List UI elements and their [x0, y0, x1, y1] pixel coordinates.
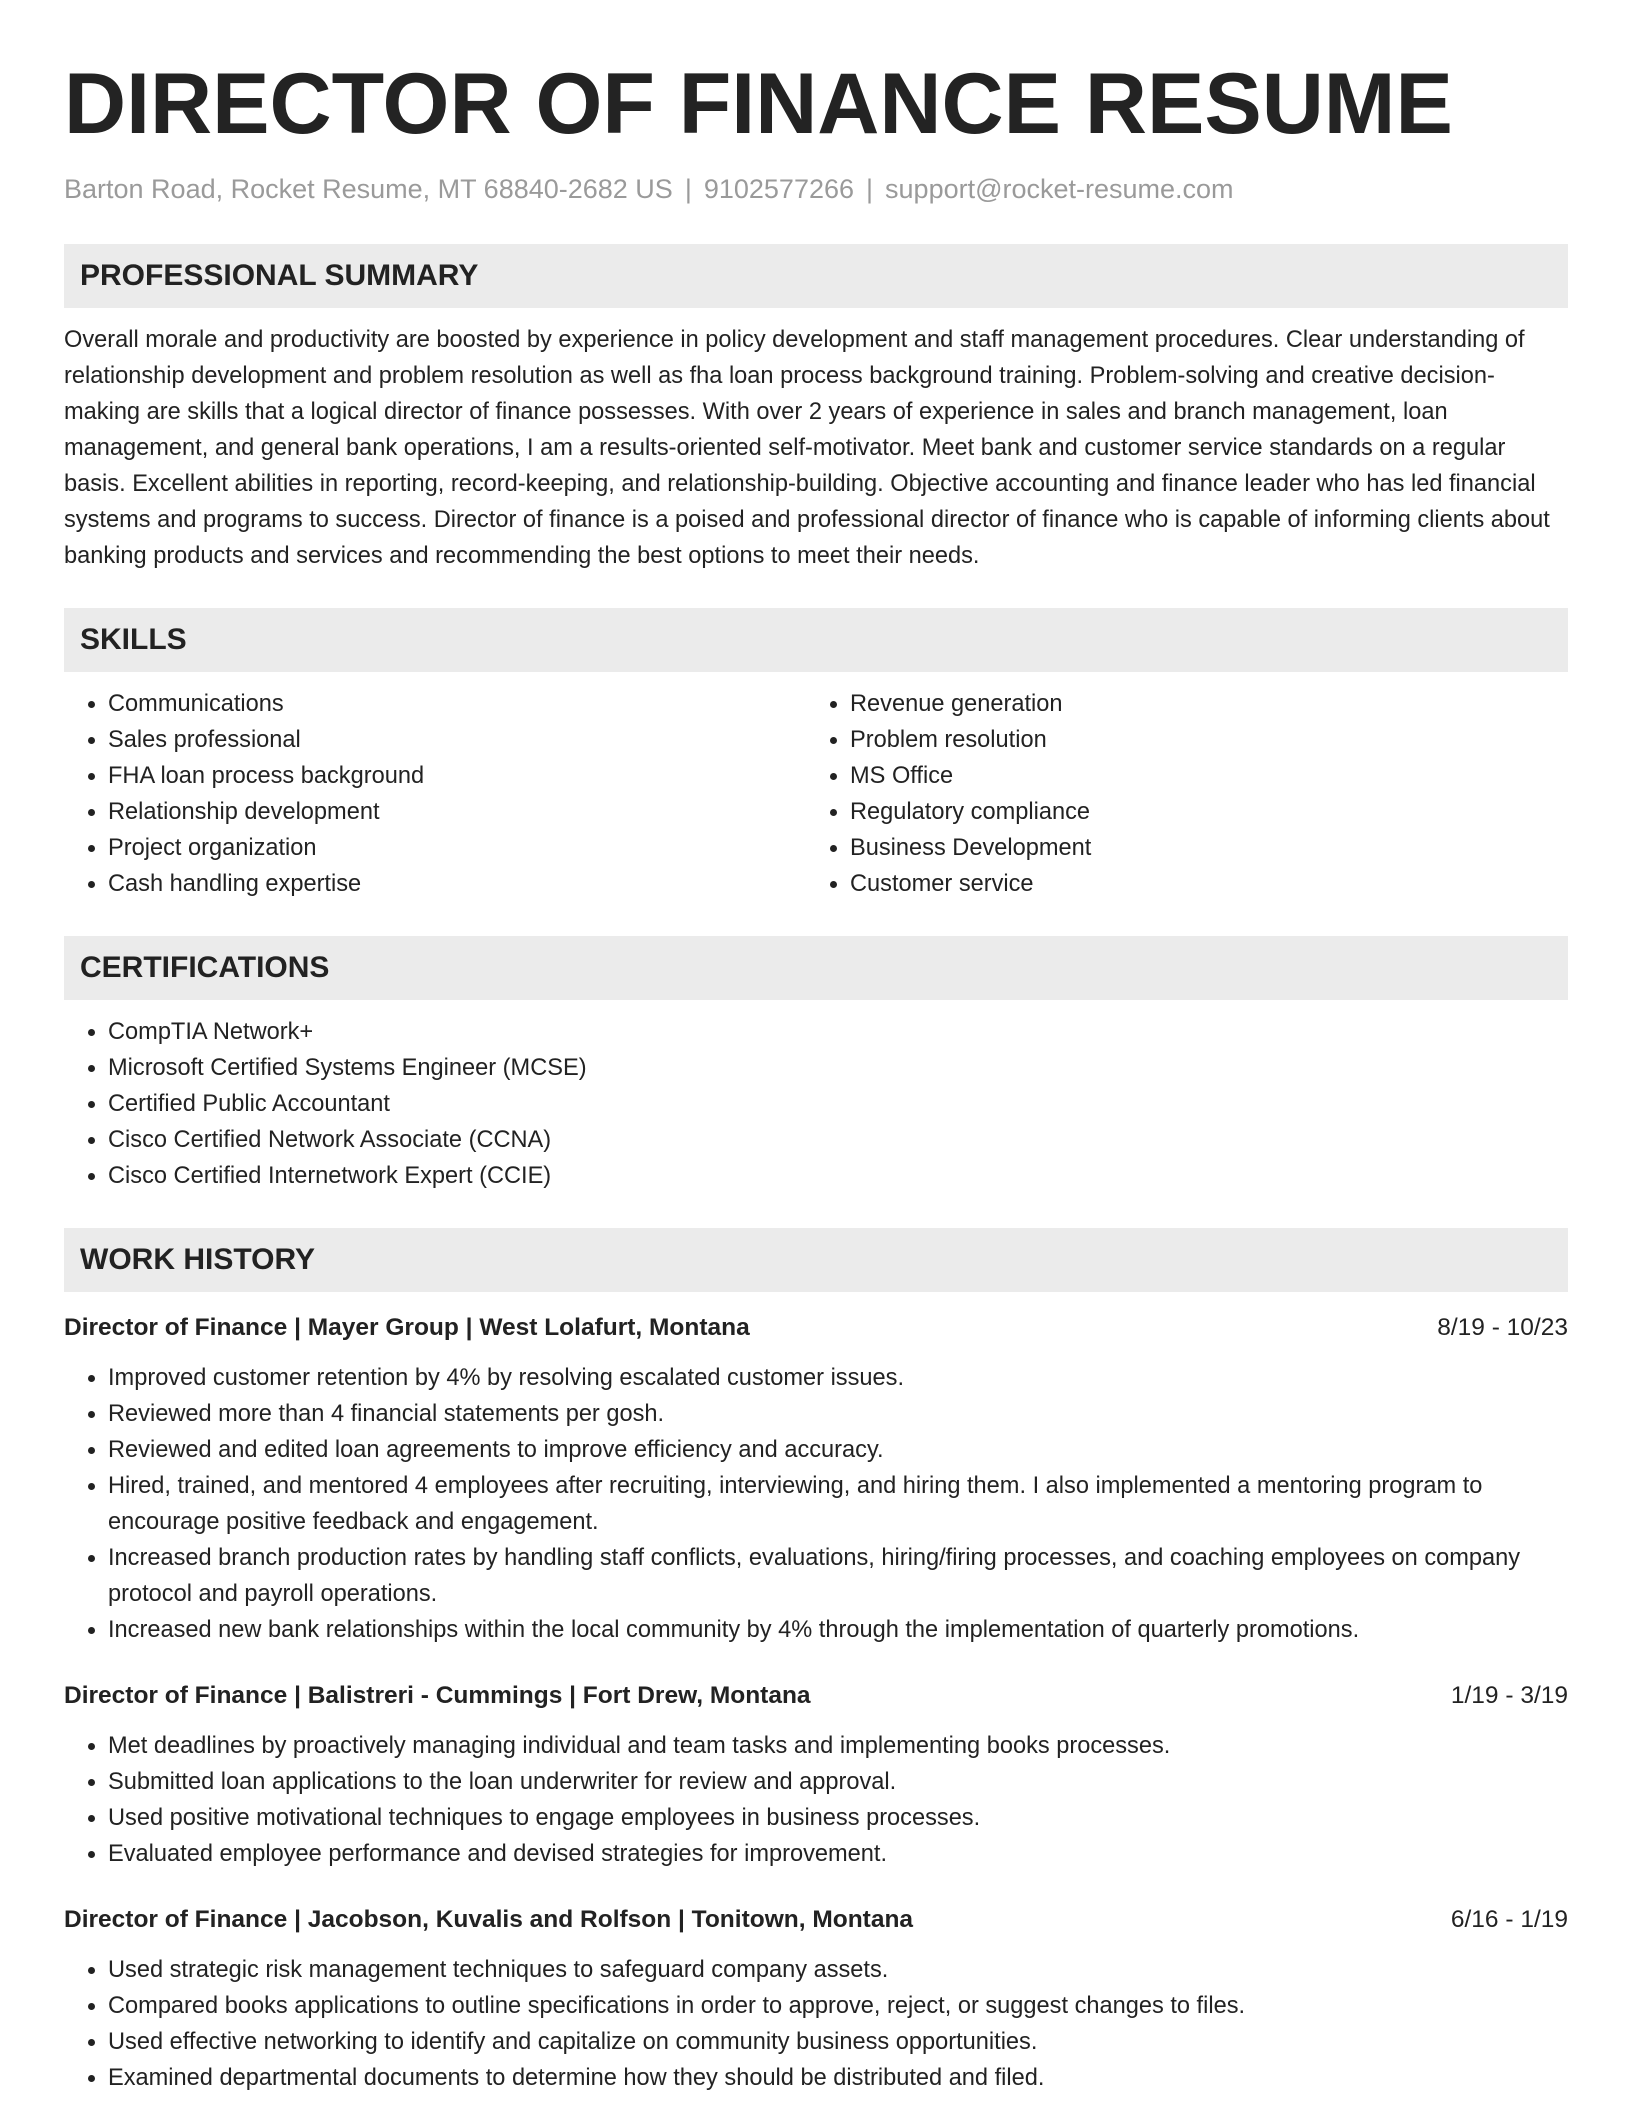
certifications-list	[64, 1014, 1568, 1194]
contact-email: support@rocket-resume.com	[885, 174, 1234, 204]
contact-phone: 9102577266	[703, 174, 855, 204]
job-bullet: • Examined departmental documents to determine how they should be distributed and filed.	[108, 2060, 1568, 2096]
skill-item: • FHA loan process background	[108, 758, 806, 794]
contact-separator: |	[684, 174, 692, 204]
job-bullet: • Used strategic risk management techniques to safeguard company assets.	[108, 1952, 1568, 1988]
job-dates: 1/19 - 3/19	[1450, 1682, 1568, 1709]
job-bullet: • Improved customer retention by 4% by resolving escalated customer issues.	[108, 1360, 1568, 1396]
job-bullet: • Increased new bank relationships within the local community by 4% through the implementation of quarterly promotions.	[108, 1612, 1568, 1648]
job-title: Director of Finance | Jacobson, Kuvalis and Rolfson | Tonitown, Montana	[64, 1906, 914, 1933]
certification-item: • Cisco Certified Network Associate (CCNA)	[108, 1122, 1568, 1158]
job-heading	[64, 1678, 1568, 1714]
job-dates: 8/19 - 10/23	[1437, 1314, 1568, 1341]
job-bullet: • Evaluated employee performance and devised strategies for improvement.	[108, 1836, 1568, 1872]
certification-item: • Certified Public Accountant	[108, 1086, 1568, 1122]
certification-item: • CompTIA Network+	[108, 1014, 1568, 1050]
contact-separator: |	[866, 174, 874, 204]
contact-address: Barton Road, Rocket Resume, MT 68840-2682 US	[64, 174, 673, 204]
job-bullet: • Hired, trained, and mentored 4 employees after recruiting, interviewing, and hiring them. I also implemented a mentoring program to encourage positive feedback and engagement.	[108, 1468, 1568, 1540]
job-bullet: • Met deadlines by proactively managing individual and team tasks and implementing books processes.	[108, 1728, 1568, 1764]
skill-item: • Project organization	[108, 830, 806, 866]
resume-title: DIRECTOR OF FINANCE RESUME	[64, 56, 1453, 152]
job-bullet: • Submitted loan applications to the loan underwriter for review and approval.	[108, 1764, 1568, 1800]
job-entry	[64, 1678, 1568, 1872]
certification-item: • Cisco Certified Internetwork Expert (CCIE)	[108, 1158, 1568, 1194]
skill-item: • Problem resolution	[850, 722, 1548, 758]
skills-column-right	[806, 672, 1548, 902]
section-header-work-history: WORK HISTORY	[64, 1228, 1568, 1292]
section-header-certifications: CERTIFICATIONS	[64, 936, 1568, 1000]
section-header-skills: SKILLS	[64, 608, 1568, 672]
skill-item: • Regulatory compliance	[850, 794, 1548, 830]
section-header-summary: PROFESSIONAL SUMMARY	[64, 244, 1568, 308]
job-bullets	[64, 1728, 1568, 1872]
job-heading	[64, 1310, 1568, 1346]
job-bullet: • Reviewed and edited loan agreements to improve efficiency and accuracy.	[108, 1432, 1568, 1468]
job-title: Director of Finance | Mayer Group | West Lolafurt, Montana	[64, 1314, 750, 1341]
skill-item: • Customer service	[850, 866, 1548, 902]
job-bullets	[64, 1360, 1568, 1648]
job-entry	[64, 1310, 1568, 1648]
skill-item: • Cash handling expertise	[108, 866, 806, 902]
summary-text: Overall morale and productivity are boosted by experience in policy development and staff management procedures. Clear understanding of relationship development and problem resolution as well as fha loan process background training. Problem-solving and creative decision-making are skills that a logical director of finance possesses. With over 2 years of experience in sales and branch management, loan management, and general bank operations, I am a results-oriented self-motivator. Meet bank and customer service standards on a regular basis. Excellent abilities in reporting, record-keeping, and relationship-building. Objective accounting and finance leader who has led financial systems and programs to success. Director of finance is a poised and professional director of finance who is capable of informing clients about banking products and services and recommending the best options to meet their needs.	[64, 327, 1550, 569]
job-entry	[64, 1902, 1568, 2096]
job-bullet: • Used positive motivational techniques to engage employees in business processes.	[108, 1800, 1568, 1836]
job-heading	[64, 1902, 1568, 1938]
job-bullet: • Reviewed more than 4 financial statements per gosh.	[108, 1396, 1568, 1432]
contact-line	[64, 170, 1568, 208]
skill-item: • Relationship development	[108, 794, 806, 830]
job-bullets	[64, 1952, 1568, 2096]
skill-item: • Sales professional	[108, 722, 806, 758]
skill-item: • Business Development	[850, 830, 1548, 866]
skill-item: • Revenue generation	[850, 686, 1548, 722]
skill-item: • MS Office	[850, 758, 1548, 794]
job-dates: 6/16 - 1/19	[1450, 1906, 1568, 1933]
certification-item: • Microsoft Certified Systems Engineer (MCSE)	[108, 1050, 1568, 1086]
skills-list	[64, 672, 1568, 902]
skill-item: • Communications	[108, 686, 806, 722]
job-bullet: • Increased branch production rates by handling staff conflicts, evaluations, hiring/firing processes, and coaching employees on company protocol and payroll operations.	[108, 1540, 1568, 1612]
job-bullet: • Compared books applications to outline specifications in order to approve, reject, or suggest changes to files.	[108, 1988, 1568, 2024]
job-bullet: • Used effective networking to identify and capitalize on community business opportunities.	[108, 2024, 1568, 2060]
skills-column-left	[64, 672, 806, 902]
job-title: Director of Finance | Balistreri - Cummings | Fort Drew, Montana	[64, 1682, 811, 1709]
